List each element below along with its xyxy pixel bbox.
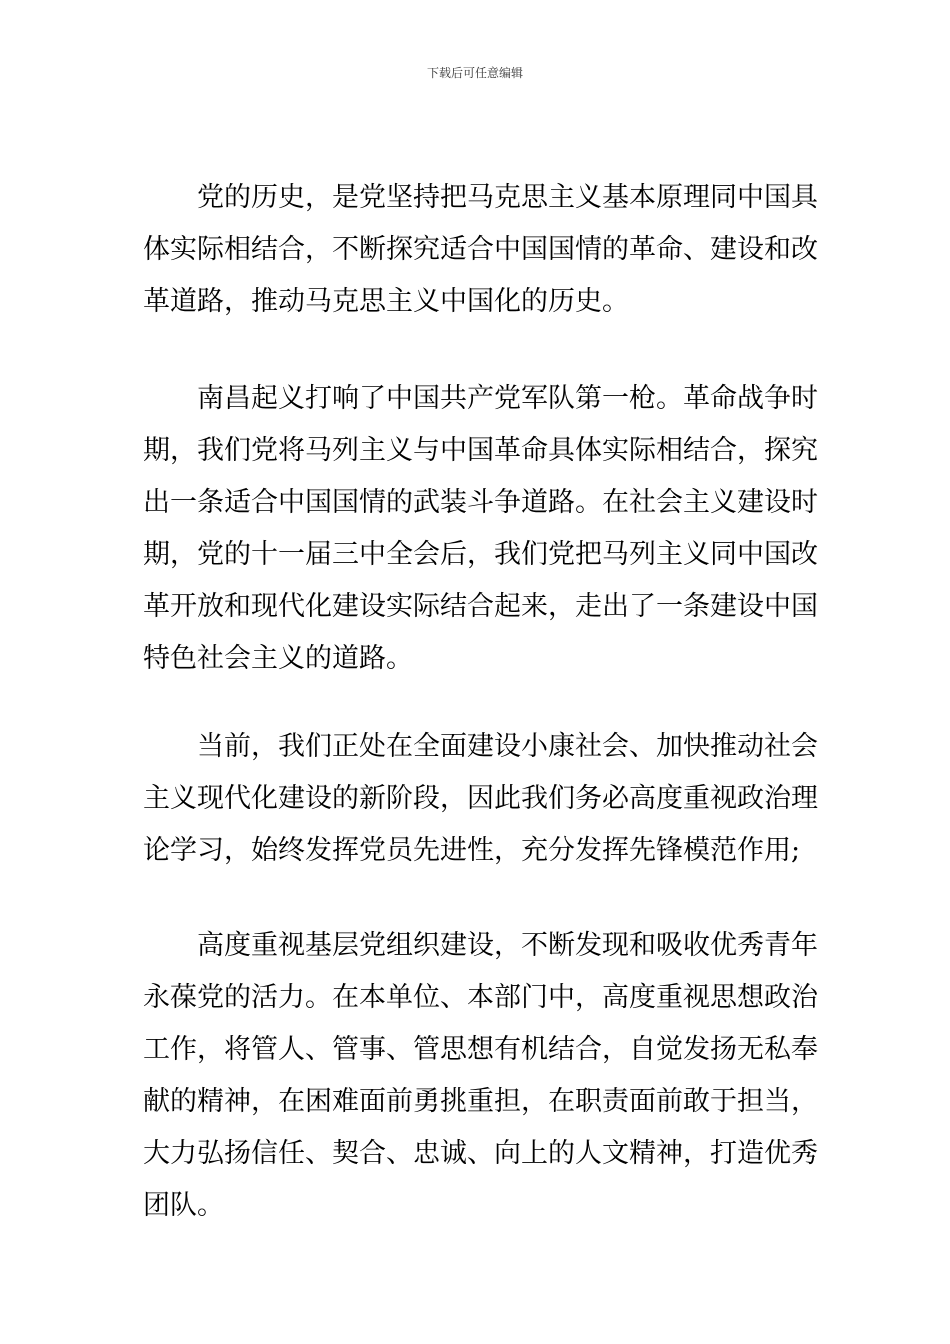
header-note: 下载后可任意编辑 xyxy=(426,66,523,80)
paragraph-3 xyxy=(143,721,818,877)
paragraph-line: 南昌起义打响了中国共产党军队第一枪。革命战争时 xyxy=(197,383,818,414)
paragraph-line: 体实际相结合，不断探究适合中国国情的革命、建设和改 xyxy=(143,234,818,265)
paragraph-line: 献的精神，在困难面前勇挑重担，在职责面前敢于担当， xyxy=(143,1086,818,1117)
paragraph-line: 永葆党的活力。在本单位、本部门中，高度重视思想政治 xyxy=(143,982,818,1013)
paragraph-line: 特色社会主义的道路。 xyxy=(143,643,413,674)
paragraph-1 xyxy=(143,172,818,328)
paragraph-line: 期，我们党将马列主义与中国革命具体实际相结合，探究 xyxy=(143,435,818,466)
paragraph-line: 工作，将管人、管事、管思想有机结合，自觉发扬无私奉 xyxy=(143,1034,818,1065)
paragraph-4 xyxy=(143,920,818,1232)
paragraph-line: 革开放和现代化建设实际结合起来，走出了一条建设中国 xyxy=(143,591,818,622)
paragraph-line: 革道路，推动马克思主义中国化的历史。 xyxy=(143,286,629,317)
paragraph-line: 出一条适合中国国情的武装斗争道路。在社会主义建设时 xyxy=(143,487,818,518)
paragraph-line: 主义现代化建设的新阶段，因此我们务必高度重视政治理 xyxy=(143,783,818,814)
paragraph-line: 期，党的十一届三中全会后，我们党把马列主义同中国改 xyxy=(143,539,818,570)
paragraph-line: 论学习，始终发挥党员先进性，充分发挥先锋模范作用; xyxy=(143,835,801,866)
paragraph-line: 党的历史，是党坚持把马克思主义基本原理同中国具 xyxy=(197,182,818,213)
paragraph-line: 大力弘扬信任、契合、忠诚、向上的人文精神，打造优秀 xyxy=(143,1138,818,1169)
paragraph-line: 当前，我们正处在全面建设小康社会、加快推动社会 xyxy=(197,731,818,762)
paragraph-2 xyxy=(143,373,818,685)
paragraph-line: 团队。 xyxy=(143,1190,224,1221)
paragraph-line: 高度重视基层党组织建设，不断发现和吸收优秀青年 xyxy=(197,930,818,961)
